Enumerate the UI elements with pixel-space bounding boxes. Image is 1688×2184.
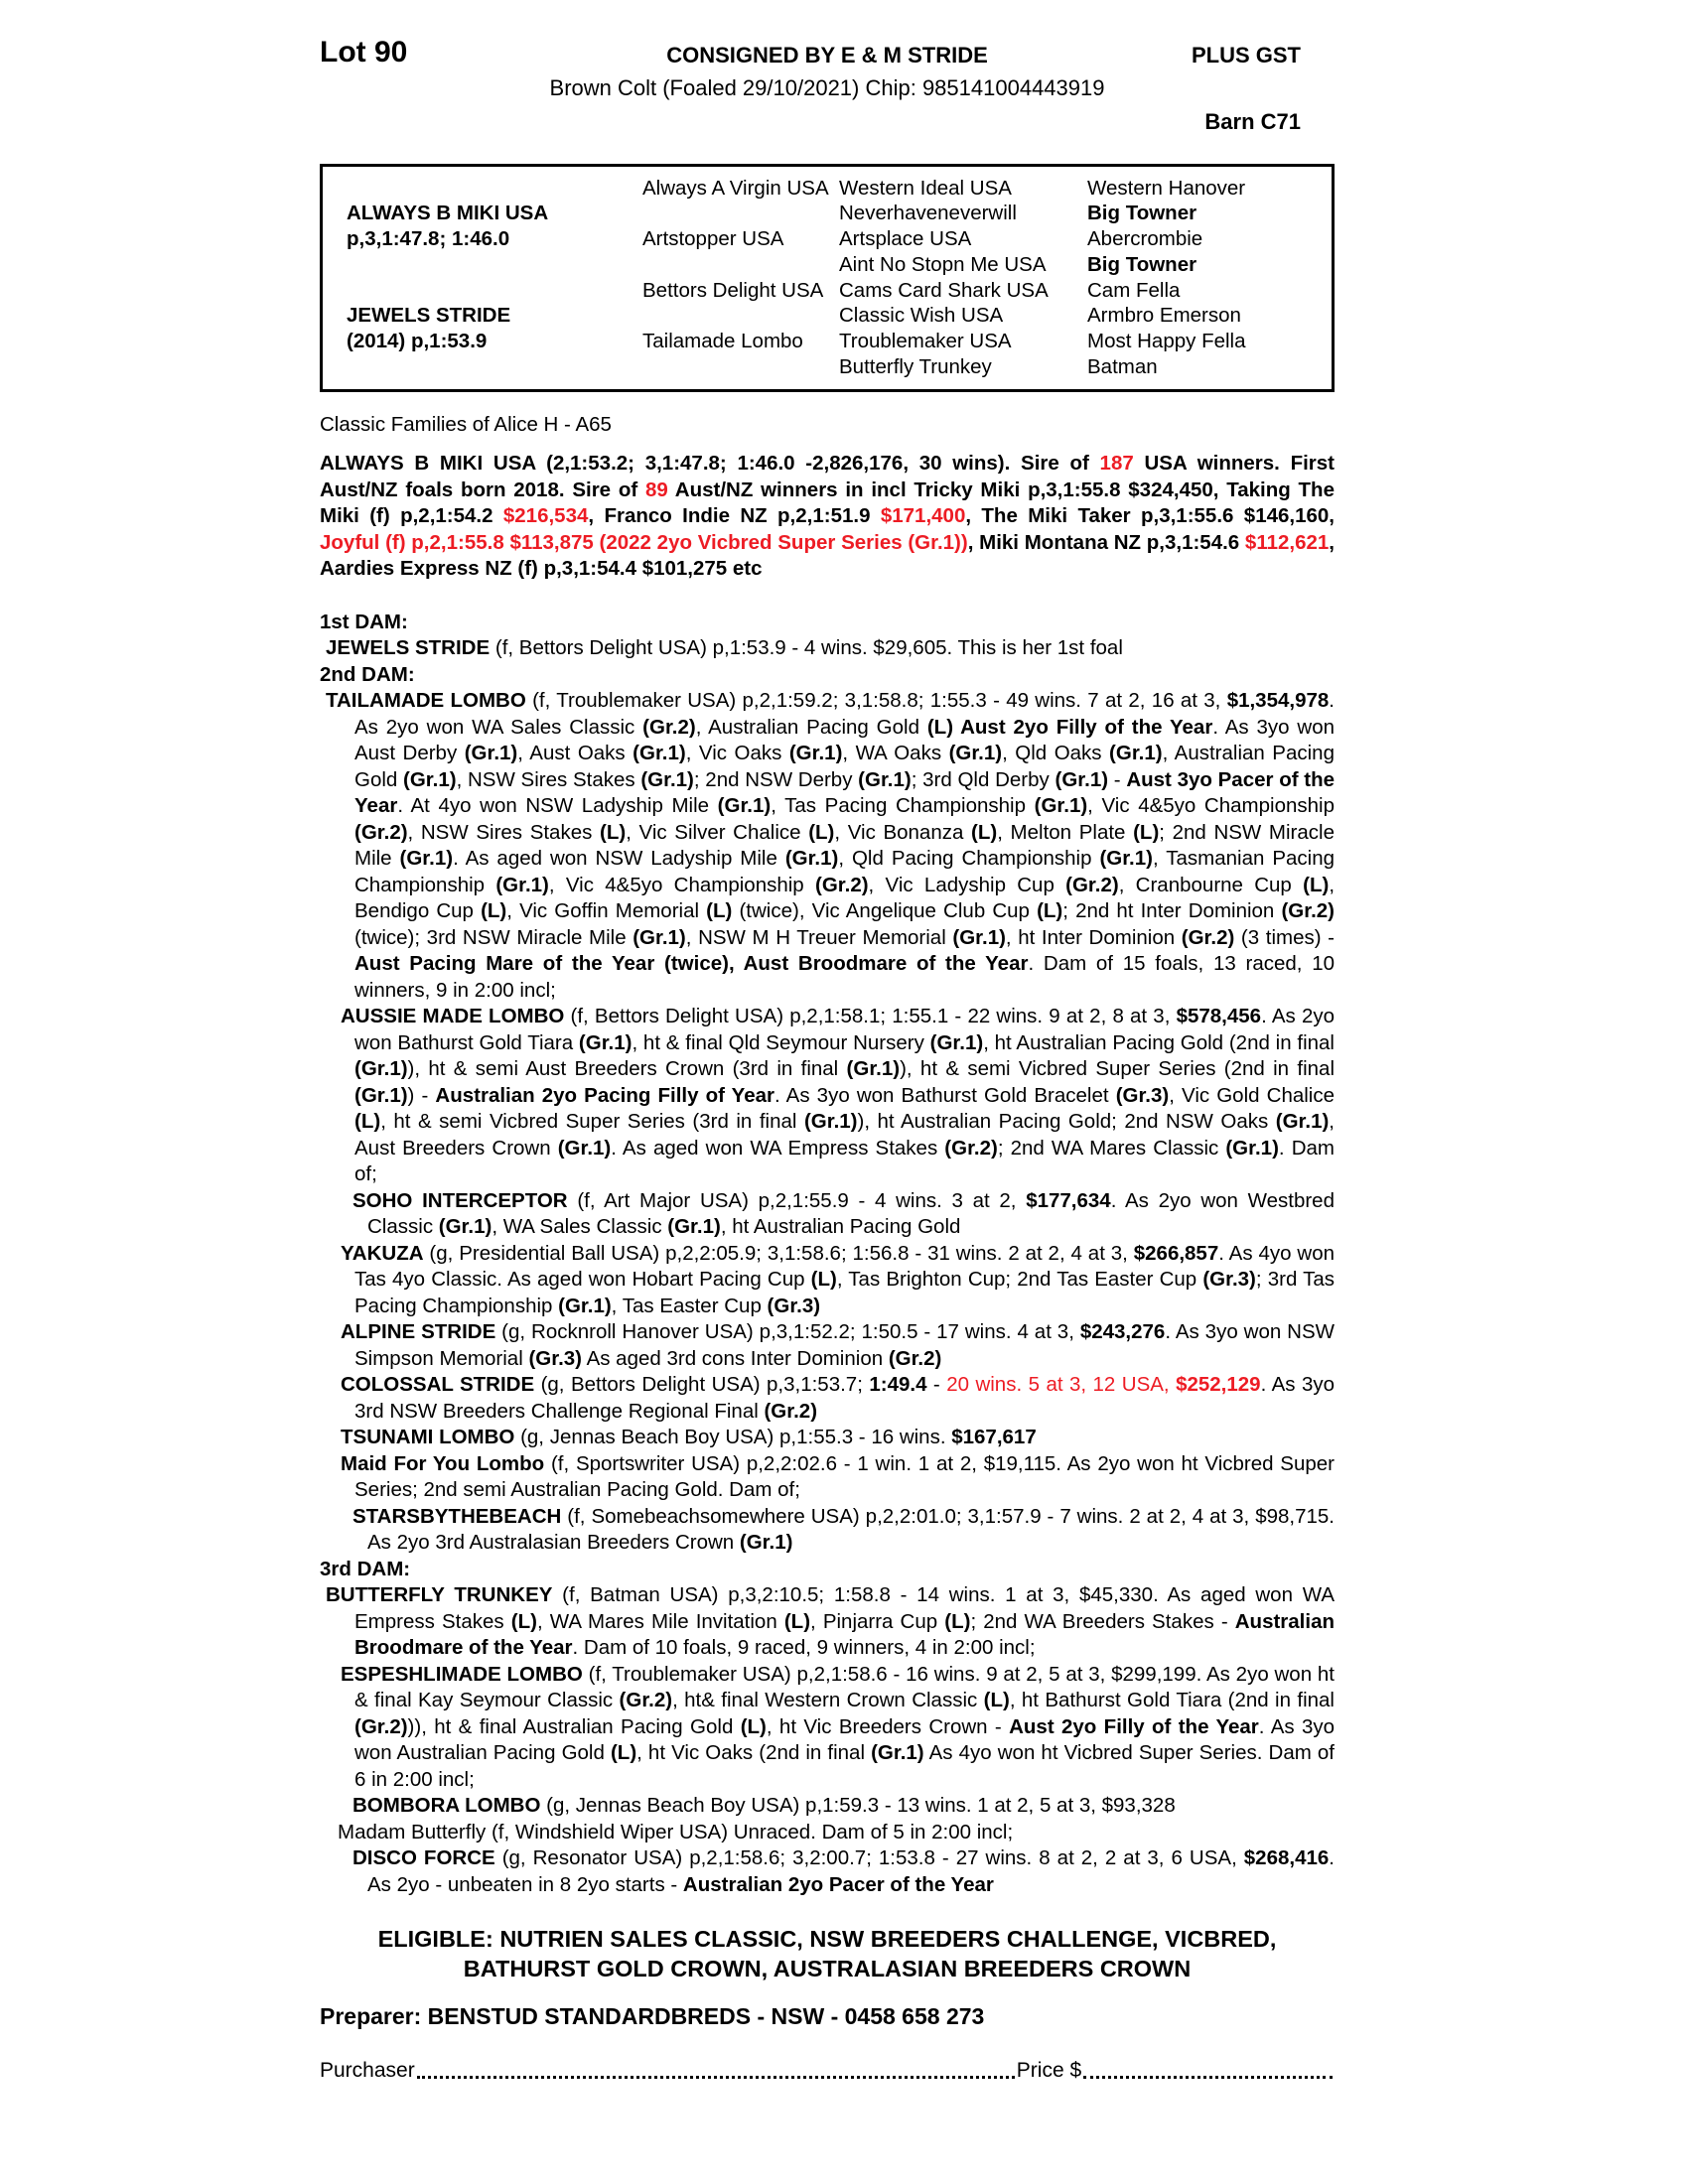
text-segment: 3rd DAM: bbox=[320, 1557, 411, 1580]
gen2-name: Always A Virgin USA bbox=[642, 176, 829, 200]
text-segment: (Gr.1) bbox=[1225, 1136, 1279, 1160]
text-segment: 2nd DAM: bbox=[320, 662, 415, 686]
text-segment: Classic Families of Alice H - A65 bbox=[320, 412, 612, 436]
gen4-name bbox=[1087, 329, 1332, 354]
text-segment: (Gr.1) bbox=[739, 1531, 793, 1555]
text-segment: (L) bbox=[783, 1609, 811, 1633]
text-segment: . As 3yo won Australian Pacing Gold bbox=[354, 1714, 1336, 1765]
text-segment: (Gr.2) bbox=[354, 1714, 408, 1738]
text-segment: (f, Somebeachsomewhere USA) p,2,2:01.0; 3,1:57.9 - 7 wins. 2 at 2, 4 at 3, $98,715. As 2yo 3rd Australasian Breeders Crown bbox=[367, 1504, 1335, 1555]
text-segment: Aust Pacing Mare of the Year (twice), Aust Broodmare of the Year bbox=[354, 952, 1029, 976]
gen3-name: Classic Wish USA bbox=[839, 304, 1004, 328]
text-segment: (Gr.1) bbox=[1034, 794, 1088, 818]
text-segment: , ht& final Western Crown Classic bbox=[672, 1689, 984, 1712]
gen3-name: Artsplace USA bbox=[839, 227, 972, 251]
text-segment: TAILAMADE LOMBO bbox=[326, 689, 526, 713]
bombora-lombo bbox=[320, 1793, 1335, 1820]
starsbythebeach bbox=[320, 1504, 1335, 1557]
text-segment: ; 2nd NSW Derby bbox=[693, 767, 859, 791]
text-segment: (g, Jennas Beach Boy USA) p,1:55.3 - 16 wins. bbox=[514, 1426, 952, 1449]
text-segment: - bbox=[926, 1373, 947, 1397]
text-segment: , WA Oaks bbox=[842, 742, 949, 765]
sire-name: ALWAYS B MIKI USA bbox=[347, 202, 549, 225]
text-segment: (L) bbox=[983, 1689, 1010, 1712]
text-segment: Armbro Emerson bbox=[1087, 304, 1241, 328]
gen3-name: Aint No Stopn Me USA bbox=[839, 252, 1047, 276]
text-segment: (g, Bettors Delight USA) p,3,1:53.7; bbox=[534, 1373, 870, 1397]
text-segment: , Australian Pacing Gold bbox=[695, 715, 927, 739]
text-segment: , Australian Pacing Gold bbox=[354, 742, 1335, 791]
pedigree-sire-cell bbox=[323, 176, 642, 278]
text-segment: ), ht Australian Pacing Gold; 2nd NSW Oaks bbox=[857, 1110, 1276, 1134]
purchaser-line bbox=[320, 2058, 1335, 2085]
text-segment: , Bendigo Cup bbox=[354, 873, 1336, 923]
text-segment: YAKUZA bbox=[341, 1241, 424, 1265]
text-segment: (Gr.1) bbox=[952, 925, 1006, 949]
first-dam-heading bbox=[320, 610, 1335, 636]
text-segment: , Franco Indie NZ p,2,1:51.9 bbox=[588, 504, 881, 528]
text-segment: . As 3yo won Aust Derby bbox=[354, 715, 1336, 765]
text-segment: (L) bbox=[481, 899, 507, 923]
text-segment: (g, Jennas Beach Boy USA) p,1:59.3 - 13 wins. 1 at 2, 5 at 3, $93,328 bbox=[540, 1794, 1176, 1818]
gen3-name: Troublemaker USA bbox=[839, 330, 1012, 353]
text-segment: (Gr.2) bbox=[888, 1346, 942, 1370]
text-segment: (Gr.1) bbox=[1099, 847, 1153, 871]
text-segment: SOHO INTERCEPTOR bbox=[352, 1188, 568, 1212]
text-segment: (Gr.2) bbox=[944, 1136, 998, 1160]
text-segment: , The Miki Taker p,3,1:55.6 $146,160, bbox=[965, 504, 1335, 528]
text-segment: (f, Bettors Delight USA) p,1:53.9 - 4 wins. $29,605. This is her 1st foal bbox=[490, 636, 1123, 660]
text-segment: ; 2nd ht Inter Dominion bbox=[1062, 899, 1282, 923]
text-segment: (Gr.1) bbox=[633, 742, 686, 765]
text-segment: ; 2nd WA Breeders Stakes - bbox=[970, 1609, 1235, 1633]
gen4-name bbox=[1087, 176, 1332, 202]
text-segment: Cam Fella bbox=[1087, 278, 1181, 302]
text-segment: ESPESHLIMADE LOMBO bbox=[341, 1662, 583, 1686]
soho-interceptor bbox=[320, 1188, 1335, 1241]
gen4-name bbox=[1087, 201, 1332, 226]
text-segment: ), ht & semi Aust Breeders Crown (3rd in final bbox=[407, 1057, 847, 1081]
text-segment: . As 3yo won NSW Simpson Memorial bbox=[354, 1320, 1335, 1370]
text-segment: . As aged won WA Empress Stakes bbox=[611, 1136, 945, 1160]
text-segment: (Gr.1) bbox=[633, 925, 686, 949]
eligible-line2: BATHURST GOLD CROWN, AUSTRALASIAN BREEDERS CROWN bbox=[463, 1956, 1192, 1982]
price-label: Price $ bbox=[1016, 2058, 1082, 2082]
text-segment: TSUNAMI LOMBO bbox=[341, 1426, 515, 1449]
text-segment: $268,416 bbox=[1243, 1846, 1330, 1870]
gen4-name bbox=[1087, 303, 1332, 329]
text-segment: (L) bbox=[810, 1268, 837, 1292]
text-segment: Most Happy Fella bbox=[1087, 330, 1246, 353]
text-segment: Australian 2yo Pacing Filly of Year bbox=[435, 1083, 774, 1107]
text-segment: , Aust Oaks bbox=[517, 742, 633, 765]
text-segment: ALPINE STRIDE bbox=[341, 1320, 496, 1344]
text-segment: (L) bbox=[971, 820, 998, 844]
text-segment: (L) bbox=[706, 899, 733, 923]
text-segment: (Gr.1) bbox=[929, 1030, 984, 1054]
text-segment: AUSSIE MADE LOMBO bbox=[341, 1005, 565, 1028]
eligible-block bbox=[320, 1924, 1335, 1983]
text-segment: (g, Resonator USA) p,2,1:58.6; 3,2:00.7; 1:53.8 - 27 wins. 8 at 2, 2 at 3, 6 USA, bbox=[494, 1846, 1244, 1870]
text-segment: ), ht & semi Vicbred Super Series (2nd in final bbox=[900, 1057, 1335, 1081]
text-segment: Aust 2yo Filly of the Year bbox=[1009, 1714, 1259, 1738]
text-segment: (L) bbox=[510, 1609, 537, 1633]
text-segment: Big Towner bbox=[1087, 202, 1197, 225]
text-segment: . As 2yo won Bathurst Gold Tiara bbox=[354, 1005, 1335, 1054]
text-segment: BOMBORA LOMBO bbox=[352, 1794, 541, 1818]
text-segment: COLOSSAL STRIDE bbox=[341, 1373, 535, 1397]
text-segment: , Tas Pacing Championship bbox=[771, 794, 1035, 818]
gen4-name bbox=[1087, 252, 1332, 278]
text-segment: (L) bbox=[1133, 820, 1160, 844]
text-segment: Madam Butterfly (f, Windshield Wiper USA) Unraced. Dam of 5 in 2:00 incl; bbox=[338, 1820, 1014, 1843]
gen4-name bbox=[1087, 354, 1332, 380]
text-segment: (Gr.3) bbox=[1115, 1083, 1170, 1107]
text-segment: $252,129 bbox=[1176, 1373, 1261, 1397]
text-segment: (Gr.1) bbox=[464, 742, 518, 765]
text-segment: (Gr.2) bbox=[1281, 899, 1335, 923]
text-segment: (Gr.1) bbox=[788, 742, 843, 765]
purchaser-label: Purchaser bbox=[320, 2058, 415, 2082]
text-segment: ) - bbox=[407, 1083, 436, 1107]
text-segment: , Aust Breeders Crown bbox=[354, 1110, 1335, 1160]
text-segment: (f, Batman USA) p,3,2:10.5; 1:58.8 - 14 wins. 1 at 3, $45,330. As aged won WA Empress Stakes bbox=[354, 1583, 1335, 1633]
text-segment: 89 bbox=[644, 478, 668, 501]
text-segment: , Tas Brighton Cup; 2nd Tas Easter Cup bbox=[836, 1268, 1203, 1292]
text-segment: JEWELS STRIDE bbox=[326, 636, 491, 660]
butterfly-trunkey bbox=[320, 1582, 1335, 1662]
text-segment: 20 wins. 5 at 3, 12 USA, bbox=[946, 1373, 1177, 1397]
text-segment: $171,400 bbox=[880, 504, 966, 528]
text-segment: $578,456 bbox=[1176, 1005, 1262, 1028]
text-segment: (Gr.1) bbox=[717, 794, 772, 818]
text-segment: 1:49.4 bbox=[869, 1373, 927, 1397]
maid-for-you-lombo bbox=[320, 1451, 1335, 1504]
text-segment: (L) bbox=[808, 820, 835, 844]
text-segment: (Gr.2) bbox=[1181, 925, 1235, 949]
text-segment: (L) bbox=[1303, 873, 1330, 896]
text-segment: , Aardies Express NZ (f) p,3,1:54.4 $101,275 etc bbox=[320, 530, 1335, 581]
text-segment: (f, Troublemaker USA) p,2,1:58.6 - 16 wins. 9 at 2, 5 at 3, $299,199. As 2yo won ht & final Kay Seymour Classic bbox=[354, 1662, 1335, 1712]
alpine-stride bbox=[320, 1319, 1335, 1372]
text-segment: ALWAYS B MIKI USA (2,1:53.2; 3,1:47.8; 1:46.0 -2,826,176, 30 wins). Sire of bbox=[320, 452, 1100, 476]
text-segment: . As aged won NSW Ladyship Mile bbox=[453, 847, 785, 871]
text-segment: (Gr.2) bbox=[354, 820, 408, 844]
text-segment: , NSW Sires Stakes bbox=[407, 820, 601, 844]
text-segment: . Dam of 15 foals, 13 raced, 10 winners, 9 in 2:00 incl; bbox=[354, 952, 1335, 1002]
gen2-name: Tailamade Lombo bbox=[642, 330, 803, 353]
text-segment: (Gr.1) bbox=[803, 1110, 858, 1134]
second-dam-heading bbox=[320, 662, 1335, 689]
text-segment: , ht & semi Vicbred Super Series (3rd in final bbox=[380, 1110, 804, 1134]
text-segment: . Dam of 10 foals, 9 raced, 9 winners, 4 in 2:00 incl; bbox=[572, 1636, 1036, 1660]
text-segment: Aust 3yo Pacer of the Year bbox=[354, 767, 1336, 818]
text-segment: (f, Art Major USA) p,2,1:55.9 - 4 wins. 3 at 2, bbox=[567, 1188, 1027, 1212]
header-row bbox=[320, 36, 1335, 73]
jewels-stride bbox=[320, 635, 1335, 662]
gen2-name: Artstopper USA bbox=[642, 227, 784, 251]
tailamade-lombo bbox=[320, 688, 1335, 1004]
pedigree-table bbox=[320, 164, 1335, 392]
text-segment: (Gr.1) bbox=[1055, 767, 1109, 791]
text-segment: $167,617 bbox=[951, 1426, 1037, 1449]
text-segment: , Miki Montana NZ p,3,1:54.6 bbox=[967, 530, 1245, 554]
dam-record: (2014) p,1:53.9 bbox=[347, 330, 488, 353]
text-segment: (Gr.3) bbox=[1202, 1268, 1256, 1292]
text-segment: ; 2nd NSW Miracle Mile bbox=[354, 820, 1335, 871]
text-segment: , Vic Silver Chalice bbox=[626, 820, 809, 844]
plus-gst-label: PLUS GST bbox=[1191, 43, 1301, 68]
text-segment: , Vic 4&5yo Championship bbox=[1087, 794, 1335, 818]
text-segment: , NSW Sires Stakes bbox=[456, 767, 641, 791]
sire-summary bbox=[320, 451, 1335, 583]
text-segment: , ht Bathurst Gold Tiara (2nd in final bbox=[1009, 1689, 1335, 1712]
pedigree-body bbox=[320, 412, 1335, 1899]
gen3-name: Neverhaveneverwill bbox=[839, 202, 1017, 225]
text-segment: Joyful (f) p,2,1:55.8 $113,875 (2022 2yo Vicbred Super Series (Gr.1)) bbox=[320, 530, 968, 554]
text-segment: , Vic Gold Chalice bbox=[1169, 1083, 1336, 1107]
text-segment: . As 3yo 3rd NSW Breeders Challenge Regional Final bbox=[354, 1373, 1336, 1423]
text-segment: $177,634 bbox=[1026, 1188, 1111, 1212]
gen2-name: Bettors Delight USA bbox=[642, 278, 824, 302]
text-segment: (L) bbox=[944, 1609, 971, 1633]
text-segment: , ht Australian Pacing Gold (2nd in final bbox=[983, 1030, 1335, 1054]
text-segment: , Cranbourne Cup bbox=[1118, 873, 1304, 896]
text-segment: (Gr.1) bbox=[438, 1215, 492, 1239]
text-segment: )), ht & final Australian Pacing Gold bbox=[407, 1714, 741, 1738]
text-segment: (f, Bettors Delight USA) p,2,1:58.1; 1:55.1 - 22 wins. 9 at 2, 8 at 3, bbox=[564, 1005, 1177, 1028]
text-segment: $112,621 bbox=[1244, 530, 1330, 554]
horse-description: Brown Colt (Foaled 29/10/2021) Chip: 985141004443919 bbox=[549, 75, 1105, 100]
colossal-stride bbox=[320, 1372, 1335, 1425]
text-segment: (Gr.2) bbox=[764, 1399, 818, 1423]
text-segment: 187 bbox=[1099, 452, 1134, 476]
text-segment: (Gr.1) bbox=[784, 847, 839, 871]
text-segment: , NSW M H Treuer Memorial bbox=[685, 925, 953, 949]
text-segment: (Gr.1) bbox=[1275, 1110, 1330, 1134]
yakuza bbox=[320, 1241, 1335, 1320]
consignor-line: CONSIGNED BY E & M STRIDE bbox=[666, 43, 988, 68]
text-segment: (Gr.1) bbox=[495, 873, 549, 896]
text-segment: ; 3rd Tas Pacing Championship bbox=[354, 1268, 1335, 1317]
text-segment: (Gr.3) bbox=[767, 1294, 821, 1317]
text-segment: , WA Sales Classic bbox=[492, 1215, 668, 1239]
text-segment: . As 2yo won Westbred Classic bbox=[367, 1188, 1335, 1239]
text-segment: , Vic Oaks bbox=[685, 742, 789, 765]
text-segment: , ht Australian Pacing Gold bbox=[720, 1215, 961, 1239]
gen3-name: Western Ideal USA bbox=[839, 176, 1012, 200]
text-segment: , ht Vic Oaks (2nd in final bbox=[636, 1741, 872, 1765]
aussie-made-lombo bbox=[320, 1004, 1335, 1188]
text-segment: (Gr.1) bbox=[871, 1741, 924, 1765]
text-segment: - bbox=[1108, 767, 1127, 791]
text-segment: , WA Mares Mile Invitation bbox=[536, 1609, 784, 1633]
text-segment: , Qld Oaks bbox=[1002, 742, 1110, 765]
disco-force bbox=[320, 1845, 1335, 1898]
text-segment: (L) bbox=[610, 1741, 637, 1765]
tsunami-lombo bbox=[320, 1425, 1335, 1451]
text-segment: (Gr.1) bbox=[354, 1083, 408, 1107]
text-segment: $243,276 bbox=[1079, 1320, 1166, 1344]
text-segment: , Vic Bonanza bbox=[834, 820, 972, 844]
text-segment: BUTTERFLY TRUNKEY bbox=[326, 1583, 553, 1607]
price-dotted-leader bbox=[1083, 2076, 1333, 2079]
text-segment: . As 2yo - unbeaten in 8 2yo starts - bbox=[367, 1846, 1335, 1896]
text-segment: , Qld Pacing Championship bbox=[838, 847, 1100, 871]
text-segment: . As 3yo won Bathurst Gold Bracelet bbox=[774, 1083, 1116, 1107]
text-segment: , ht Inter Dominion bbox=[1005, 925, 1182, 949]
espeshlimade-lombo bbox=[320, 1662, 1335, 1794]
gen3-name: Butterfly Trunkey bbox=[839, 355, 992, 379]
text-segment: (Gr.2) bbox=[1065, 873, 1119, 896]
text-segment: As aged 3rd cons Inter Dominion bbox=[582, 1346, 889, 1370]
text-segment: (Gr.1) bbox=[399, 847, 454, 871]
text-segment: (Gr.1) bbox=[858, 767, 912, 791]
text-segment: ; 3rd Qld Derby bbox=[911, 767, 1055, 791]
text-segment: Australian 2yo Pacer of the Year bbox=[682, 1872, 994, 1896]
text-segment: As 4yo won ht Vicbred Super Series. Dam of 6 in 2:00 incl; bbox=[354, 1741, 1335, 1791]
purchaser-dotted-leader bbox=[417, 2076, 1015, 2079]
text-segment: , ht Vic Breeders Crown - bbox=[766, 1714, 1010, 1738]
text-segment: (twice), Vic Angelique Club Cup bbox=[732, 899, 1038, 923]
text-segment: (L) bbox=[740, 1714, 767, 1738]
text-segment: $1,354,978 bbox=[1226, 689, 1330, 713]
text-segment: (Gr.2) bbox=[642, 715, 696, 739]
sire-record: p,3,1:47.8; 1:46.0 bbox=[347, 227, 510, 251]
gen3-name: Cams Card Shark USA bbox=[839, 278, 1049, 302]
gen4-name bbox=[1087, 278, 1332, 304]
text-segment: (Gr.1) bbox=[558, 1294, 612, 1317]
text-segment: . As 4yo won Tas 4yo Classic. As aged won Hobart Pacing Cup bbox=[354, 1241, 1336, 1292]
text-segment: (Gr.1) bbox=[578, 1030, 633, 1054]
text-segment: , ht & final Qld Seymour Nursery bbox=[632, 1030, 930, 1054]
text-segment: $266,857 bbox=[1133, 1241, 1219, 1265]
text-segment: (Gr.2) bbox=[619, 1689, 673, 1712]
gen4-name bbox=[1087, 226, 1332, 252]
text-segment: (f, Troublemaker USA) p,2,1:59.2; 3,1:58.8; 1:55.3 - 49 wins. 7 at 2, 16 at 3, bbox=[525, 689, 1227, 713]
preparer-line: Preparer: BENSTUD STANDARDBREDS - NSW - 0458 658 273 bbox=[320, 2003, 985, 2030]
text-segment: , Vic Goffin Memorial bbox=[506, 899, 707, 923]
text-segment: STARSBYTHEBEACH bbox=[352, 1504, 562, 1528]
pedigree-dam-cell bbox=[323, 278, 642, 380]
text-segment: Batman bbox=[1087, 355, 1158, 379]
text-segment: (L) bbox=[1037, 899, 1063, 923]
text-segment: USA winners. First Aust/NZ foals born 2018. Sire of bbox=[320, 452, 1335, 501]
text-segment: (Gr.1) bbox=[846, 1057, 901, 1081]
text-segment: . At 4yo won NSW Ladyship Mile bbox=[397, 794, 718, 818]
text-segment: (L) bbox=[354, 1110, 381, 1134]
text-segment: Big Towner bbox=[1087, 252, 1197, 276]
text-segment: (twice); 3rd NSW Miracle Mile bbox=[354, 925, 633, 949]
text-segment: (Gr.1) bbox=[667, 1215, 721, 1239]
text-segment: , Melton Plate bbox=[997, 820, 1134, 844]
dam-name: JEWELS STRIDE bbox=[347, 304, 511, 328]
text-segment: . As 2yo won WA Sales Classic bbox=[354, 689, 1335, 739]
text-segment: Maid For You Lombo bbox=[341, 1451, 545, 1475]
text-segment: , Vic 4&5yo Championship bbox=[548, 873, 815, 896]
text-segment: $216,534 bbox=[502, 504, 589, 528]
text-segment: , Vic Ladyship Cup bbox=[868, 873, 1066, 896]
eligible-line1: ELIGIBLE: NUTRIEN SALES CLASSIC, NSW BREEDERS CHALLENGE, VICBRED, bbox=[377, 1926, 1277, 1953]
text-segment: (Gr.1) bbox=[557, 1136, 612, 1160]
madam-butterfly bbox=[320, 1820, 1335, 1846]
text-segment: 1st DAM: bbox=[320, 610, 408, 633]
text-segment: ; 2nd WA Mares Classic bbox=[997, 1136, 1226, 1160]
text-segment: (g, Presidential Ball USA) p,2,2:05.9; 3,1:58.6; 1:56.8 - 31 wins. 2 at 2, 4 at 3, bbox=[423, 1241, 1134, 1265]
text-segment: , Pinjarra Cup bbox=[810, 1609, 945, 1633]
text-segment: , Tas Easter Cup bbox=[611, 1294, 768, 1317]
family-line bbox=[320, 412, 1335, 439]
text-segment: Western Hanover bbox=[1087, 176, 1246, 200]
third-dam-heading bbox=[320, 1557, 1335, 1583]
text-segment: (Gr.1) bbox=[948, 742, 1003, 765]
text-segment: DISCO FORCE bbox=[352, 1846, 495, 1870]
text-segment: (Gr.3) bbox=[528, 1346, 582, 1370]
text-segment: (Gr.1) bbox=[403, 767, 457, 791]
text-segment: Abercrombie bbox=[1087, 227, 1203, 251]
text-segment: (Gr.2) bbox=[815, 873, 869, 896]
text-segment: (g, Rocknroll Hanover USA) p,3,1:52.2; 1:50.5 - 17 wins. 4 at 3, bbox=[495, 1320, 1080, 1344]
text-segment: (L) Aust 2yo Filly of the Year bbox=[926, 715, 1213, 739]
text-segment: , Tasmanian Pacing Championship bbox=[354, 847, 1335, 896]
text-segment: (f, Sportswriter USA) p,2,2:02.6 - 1 win. 1 at 2, $19,115. As 2yo won ht Vicbred Super Series; 2nd semi Australian Pacing Gold. Dam of; bbox=[354, 1451, 1335, 1502]
text-segment: (L) bbox=[600, 820, 627, 844]
text-segment: Aust/NZ winners in incl Tricky Miki p,3,1:55.8 $324,450, Taking The Miki (f) p,2,1:54.2 bbox=[320, 478, 1335, 528]
text-segment: (Gr.1) bbox=[354, 1057, 408, 1081]
text-segment: Australian Broodmare of the Year bbox=[354, 1609, 1335, 1660]
text-segment: (Gr.1) bbox=[640, 767, 694, 791]
lot-number: Lot 90 bbox=[320, 36, 408, 68]
text-segment: (3 times) - bbox=[1234, 925, 1335, 949]
text-segment: . Dam of; bbox=[354, 1136, 1335, 1186]
barn-number: Barn C71 bbox=[1204, 109, 1301, 134]
text-segment: (Gr.1) bbox=[1109, 742, 1163, 765]
